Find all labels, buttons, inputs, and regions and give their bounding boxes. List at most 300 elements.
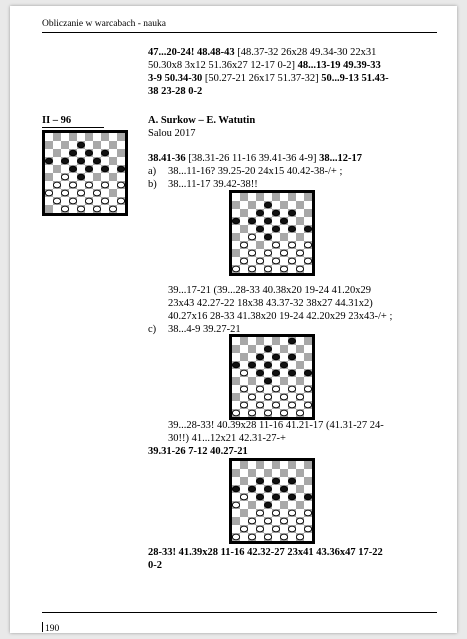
variation-c-label: c) [148,324,157,335]
dark-square [248,201,256,209]
dark-square [296,345,304,353]
light-square [45,197,53,205]
light-square [248,257,256,265]
light-square [288,485,296,493]
light-square [280,353,288,361]
light-square [240,361,248,369]
light-square [280,525,288,533]
light-square [272,233,280,241]
dark-square [109,157,117,165]
light-square [296,525,304,533]
board-grid [232,337,312,417]
dark-square [248,469,256,477]
dark-square [232,517,240,525]
light-square [288,377,296,385]
light-square [248,401,256,409]
white-piece [93,190,100,196]
light-square [85,205,93,213]
dark-square [296,233,304,241]
light-square [256,409,264,417]
dark-square [109,189,117,197]
black-piece [272,210,279,216]
light-square [232,461,240,469]
white-piece [296,534,303,540]
light-square [248,477,256,485]
light-square [272,265,280,273]
light-square [264,193,272,201]
move-text: [48.37-32 26x28 49.34-30 22x31 [234,47,377,58]
black-piece [256,354,263,360]
light-square [272,217,280,225]
white-piece [101,198,108,204]
dark-square [256,193,264,201]
move-bold: 47...20-24! 48.48-43 [148,47,235,58]
white-piece [248,410,255,416]
light-square [280,241,288,249]
black-piece [69,166,76,172]
black-piece [264,346,271,352]
light-square [296,337,304,345]
light-square [240,409,248,417]
text-line: 30!!) 41...12x21 42.31-27-+ [168,433,286,444]
white-piece [256,258,263,264]
light-square [288,469,296,477]
black-piece [288,494,295,500]
light-square [288,249,296,257]
light-square [288,345,296,353]
black-piece [280,218,287,224]
black-piece [248,362,255,368]
variation-b-text: 38...11-17 39.42-38!! [168,179,258,190]
white-piece [109,206,116,212]
light-square [264,461,272,469]
text-line: 23x43 42.27-22 18x38 43.37-32 38x27 44.31x2) [168,298,373,309]
white-piece [240,526,247,532]
black-piece [272,370,279,376]
light-square [53,189,61,197]
light-square [232,257,240,265]
white-piece [69,198,76,204]
white-piece [248,534,255,540]
white-piece [288,510,295,516]
light-square [109,133,117,141]
white-piece [288,386,295,392]
white-piece [256,526,263,532]
white-piece [280,266,287,272]
text-line: 39...28-33! 40.39x28 11-16 41.21-17 (41.31-27 24- [168,420,384,431]
light-square [280,257,288,265]
dark-square [304,461,312,469]
white-piece [264,534,271,540]
light-square [280,385,288,393]
black-piece [288,226,295,232]
light-square [109,165,117,173]
light-square [272,469,280,477]
light-square [296,477,304,485]
light-square [240,201,248,209]
light-square [232,509,240,517]
light-square [53,157,61,165]
light-square [248,225,256,233]
variation-a-text: 38...11-16? 39.25-20 24x15 40.42-38-/+ ; [168,166,343,177]
light-square [296,401,304,409]
light-square [288,517,296,525]
white-piece [77,206,84,212]
text-line: 39.31-26 7-12 40.27-21 [148,446,248,457]
dark-square [272,461,280,469]
light-square [264,353,272,361]
white-piece [240,242,247,248]
board-grid [232,193,312,273]
light-square [280,225,288,233]
diagram-board-3 [229,334,315,420]
light-square [232,353,240,361]
white-piece [240,402,247,408]
white-piece [280,250,287,256]
white-piece [232,266,239,272]
black-piece [77,158,84,164]
light-square [304,517,312,525]
light-square [93,133,101,141]
light-square [304,533,312,541]
light-square [117,157,125,165]
light-square [232,401,240,409]
move-text: [50.27-21 26x17 51.37-32] [202,73,319,84]
light-square [304,377,312,385]
white-piece [256,402,263,408]
light-square [101,141,109,149]
light-square [232,525,240,533]
light-square [304,361,312,369]
board-grid [45,133,125,213]
light-square [304,345,312,353]
light-square [280,401,288,409]
white-piece [93,206,100,212]
white-piece [77,190,84,196]
move-bold: 48...13-19 49.39-33 [295,60,381,71]
light-square [248,525,256,533]
light-square [280,337,288,345]
light-square [69,141,77,149]
dark-square [240,225,248,233]
white-piece [248,266,255,272]
dark-square [240,209,248,217]
dark-square [109,141,117,149]
white-piece [232,534,239,540]
white-piece [53,182,60,188]
black-piece [232,218,239,224]
light-square [264,525,272,533]
players: A. Surkow – E. Watutin [148,115,256,126]
page-number: 190 [45,624,60,634]
black-piece [272,478,279,484]
light-square [288,409,296,417]
light-square [264,401,272,409]
black-piece [256,370,263,376]
light-square [256,361,264,369]
light-square [248,493,256,501]
text-line [148,59,381,72]
text-line [148,72,389,85]
light-square [288,361,296,369]
light-square [232,337,240,345]
white-piece [272,242,279,248]
light-square [280,369,288,377]
white-piece [256,510,263,516]
light-square [304,217,312,225]
white-piece [85,182,92,188]
light-square [288,217,296,225]
light-square [296,209,304,217]
light-square [232,241,240,249]
white-piece [69,182,76,188]
light-square [272,201,280,209]
light-square [256,469,264,477]
dark-square [280,233,288,241]
black-piece [93,158,100,164]
black-piece [264,502,271,508]
dark-square [53,165,61,173]
light-square [272,345,280,353]
light-square [264,337,272,345]
light-square [264,241,272,249]
light-square [61,181,69,189]
light-square [232,385,240,393]
text-line: 40.27x16 28-33 41.38x20 19-24 42.20x29 23x43-/+ ; [168,311,393,322]
light-square [69,157,77,165]
light-square [272,377,280,385]
dark-square [117,133,125,141]
light-square [288,501,296,509]
black-piece [232,486,239,492]
light-square [272,485,280,493]
light-square [280,209,288,217]
white-piece [61,190,68,196]
footer-bar [42,622,43,632]
light-square [232,193,240,201]
dark-square [232,249,240,257]
black-piece [264,486,271,492]
light-square [53,141,61,149]
dark-square [280,201,288,209]
light-square [264,385,272,393]
white-piece [264,250,271,256]
light-square [93,165,101,173]
white-piece [248,394,255,400]
light-square [288,265,296,273]
white-piece [117,198,124,204]
light-square [280,477,288,485]
light-square [101,189,109,197]
light-square [45,181,53,189]
dark-square [93,141,101,149]
light-square [248,193,256,201]
light-square [272,393,280,401]
black-piece [85,150,92,156]
text-line [148,152,362,165]
light-square [304,393,312,401]
light-square [256,485,264,493]
light-square [77,197,85,205]
light-square [69,173,77,181]
light-square [117,205,125,213]
white-piece [288,258,295,264]
dark-square [240,477,248,485]
white-piece [101,182,108,188]
text-line [148,46,376,59]
light-square [256,201,264,209]
black-piece [304,370,311,376]
white-piece [117,182,124,188]
white-piece [240,494,247,500]
dark-square [296,217,304,225]
event: Salou 2017 [148,128,196,139]
dark-square [240,509,248,517]
dark-square [69,133,77,141]
dark-square [280,377,288,385]
white-piece [61,206,68,212]
white-piece [240,386,247,392]
white-piece [280,410,287,416]
light-square [296,353,304,361]
light-square [272,533,280,541]
dark-square [61,141,69,149]
black-piece [85,166,92,172]
white-piece [280,518,287,524]
white-piece [232,502,239,508]
page-footer [42,622,59,634]
dark-square [248,345,256,353]
light-square [296,509,304,517]
light-square [61,133,69,141]
light-square [93,181,101,189]
dark-square [232,201,240,209]
running-header: Obliczanie w warcabach - nauka [42,19,166,29]
text-line: 39...17-21 (39...28-33 40.38x20 19-24 41.20x29 [168,285,371,296]
white-piece [304,526,311,532]
light-square [256,533,264,541]
move-text: 50.30x8 3x12 51.36x27 12-17 0-2] [148,60,295,71]
white-piece [85,198,92,204]
text-line: 38 23-28 0-2 [148,86,203,97]
dark-square [240,461,248,469]
dark-square [93,173,101,181]
light-square [280,493,288,501]
white-piece [272,258,279,264]
dark-square [256,241,264,249]
diagram-board-1 [42,130,128,216]
black-piece [272,494,279,500]
white-piece [53,198,60,204]
dark-square [117,149,125,157]
black-piece [117,166,124,172]
white-piece [296,518,303,524]
dark-square [272,193,280,201]
dark-square [53,133,61,141]
white-piece [264,394,271,400]
black-piece [61,158,68,164]
light-square [240,377,248,385]
light-square [256,345,264,353]
light-square [304,485,312,493]
black-piece [256,494,263,500]
black-piece [256,210,263,216]
light-square [264,493,272,501]
white-piece [256,386,263,392]
white-piece [280,534,287,540]
light-square [232,477,240,485]
light-square [77,165,85,173]
black-piece [45,158,52,164]
light-square [264,225,272,233]
light-square [240,501,248,509]
light-square [85,189,93,197]
light-square [248,209,256,217]
light-square [288,201,296,209]
black-piece [288,210,295,216]
dark-square [280,501,288,509]
light-square [256,393,264,401]
black-piece [248,218,255,224]
light-square [264,477,272,485]
dark-square [45,205,53,213]
light-square [304,469,312,477]
light-square [304,409,312,417]
diagram-board-2 [229,190,315,276]
black-piece [272,354,279,360]
dark-square [280,469,288,477]
dark-square [264,469,272,477]
light-square [264,257,272,265]
dark-square [304,477,312,485]
light-square [240,469,248,477]
white-piece [288,402,295,408]
black-piece [288,370,295,376]
light-square [232,493,240,501]
dark-square [304,209,312,217]
black-piece [264,362,271,368]
black-piece [256,226,263,232]
white-piece [248,234,255,240]
light-square [304,501,312,509]
black-piece [288,338,295,344]
light-square [85,157,93,165]
dark-square [45,141,53,149]
light-square [109,197,117,205]
light-square [248,369,256,377]
light-square [61,197,69,205]
white-piece [272,510,279,516]
white-piece [304,386,311,392]
black-piece [264,218,271,224]
light-square [272,409,280,417]
light-square [296,461,304,469]
white-piece [232,410,239,416]
black-piece [288,354,295,360]
dark-square [288,193,296,201]
white-piece [272,526,279,532]
light-square [117,173,125,181]
black-piece [77,174,84,180]
dark-square [232,469,240,477]
black-piece [264,234,271,240]
white-piece [240,370,247,376]
light-square [45,149,53,157]
diagram-board-4 [229,458,315,544]
white-piece [248,518,255,524]
light-square [304,249,312,257]
white-piece [296,266,303,272]
